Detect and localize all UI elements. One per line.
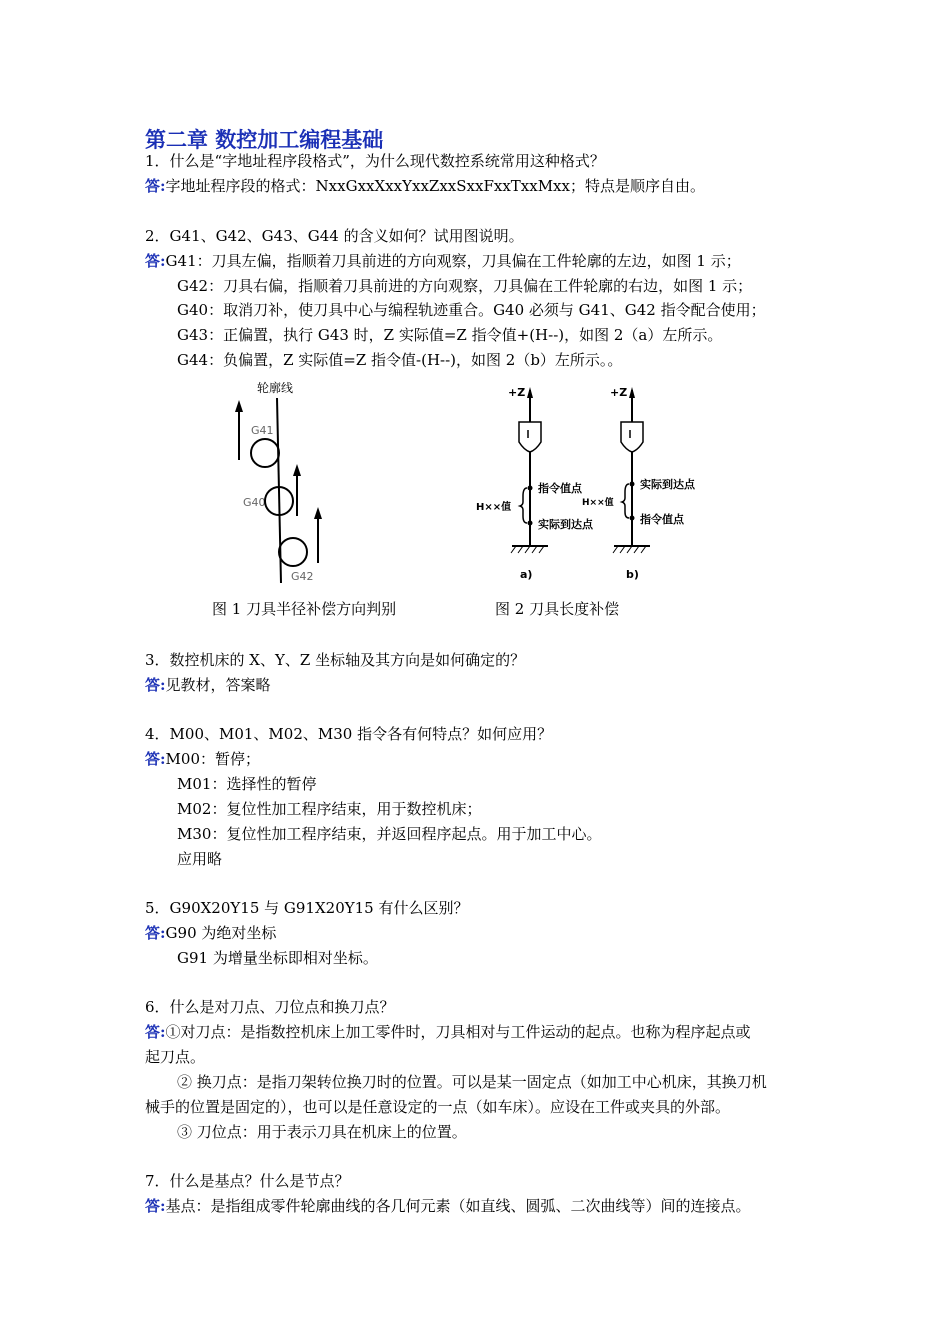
answer-6-tool-position-point: ③ 刀位点：用于表示刀具在机床上的位置。 (177, 1123, 467, 1141)
answer-label: 答: (145, 750, 166, 768)
answer-4-m01: M01：选择性的暂停 (177, 775, 317, 793)
h-value-label-b: H××值 (582, 498, 614, 508)
g42-tool-circle (279, 538, 307, 566)
question-5: 5．G90X20Y15 与 G91X20Y15 有什么区别？ (145, 899, 469, 917)
answer-1-text: 字地址程序段的格式：NxxGxxXxxYxxZxxSxxFxxTxxMxx；特点是顺序自由。 (165, 177, 705, 195)
contour-line-label: 轮廓线 (257, 381, 294, 395)
answer-5-line-1 (145, 923, 276, 943)
answer-label: 答: (145, 1197, 166, 1215)
answer-2-line-1 (145, 251, 741, 271)
g41-label: G41 (251, 424, 274, 437)
answer-5-g90: G90 为绝对坐标 (165, 924, 277, 942)
plus-z-label-a: +Z (508, 386, 526, 399)
tool-holder-b (621, 422, 643, 452)
figure-2-caption: 图 2 刀具长度补偿 (495, 600, 620, 618)
question-1: 1．什么是“字地址程序段格式”，为什么现代数控系统常用这种格式？ (145, 152, 605, 170)
answer-6-tool-setting-point: ①对刀点：是指数控机床上加工零件时，刀具相对与工件运动的起点。也称为程序起点或 (165, 1023, 751, 1041)
answer-label: 答: (145, 177, 166, 195)
answer-6-line-2: 起刀点。 (145, 1048, 206, 1066)
answer-4-application: 应用略 (177, 850, 223, 868)
figure-1-caption: 图 1 刀具半径补偿方向判别 (212, 600, 397, 618)
answer-2-g41: G41：刀具左偏，指顺着刀具前进的方向观察，刀具偏在工件轮廓的左边，如图 1 示； (165, 252, 741, 270)
h-brace-a (520, 488, 527, 523)
answer-label: 答: (145, 676, 166, 694)
question-4: 4．M00、M01、M02、M30 指令各有何特点？如何应用？ (145, 725, 553, 743)
answer-6-line-4: 械手的位置是固定的），也可以是任意设定的一点（如车床）。应设在工件或夹具的外部。 (145, 1098, 731, 1116)
plus-z-label-b: +Z (610, 386, 628, 399)
answer-label: 答: (145, 252, 166, 270)
answer-3-text: 见教材，答案略 (165, 676, 271, 694)
h-brace-b (622, 484, 629, 518)
answer-2-g40: G40：取消刀补，使刀具中心与编程轨迹重合。G40 必须与 G41、G42 指令配合使用； (177, 301, 766, 319)
tool-holder-a (519, 422, 541, 452)
actual-point-b (630, 482, 635, 487)
label-b: b) (626, 568, 639, 581)
answer-1 (145, 176, 705, 196)
answer-4-line-1 (145, 749, 260, 769)
command-point-label-b: 指令值点 (640, 513, 684, 526)
answer-4-m00: M00：暂停； (165, 750, 260, 768)
answer-6-line-1 (145, 1022, 751, 1042)
actual-point-label-a: 实际到达点 (538, 518, 593, 531)
g42-label: G42 (291, 570, 314, 583)
actual-point-label-b: 实际到达点 (640, 478, 695, 491)
answer-5-g91: G91 为增量坐标即相对坐标。 (177, 949, 378, 967)
chapter-title: 第二章 数控加工编程基础 (145, 128, 384, 152)
question-6: 6．什么是对刀点、刀位点和换刀点？ (145, 998, 395, 1016)
figure-2-length-compensation (470, 378, 720, 588)
z-arrow-a (527, 387, 533, 398)
z-arrow-b (629, 387, 635, 398)
answer-2-g44: G44：负偏置，Z 实际值=Z 指令值-(H--)，如图 2（b）左所示。。 (177, 351, 623, 369)
command-point-a (528, 486, 533, 491)
answer-label: 答: (145, 1023, 166, 1041)
command-point-b (630, 516, 635, 521)
answer-3 (145, 675, 271, 695)
command-point-label-a: 指令值点 (538, 482, 582, 495)
answer-label: 答: (145, 924, 166, 942)
answer-6-tool-change-point: ② 换刀点：是指刀架转位换刀时的位置。可以是某一固定点（如加工中心机床，其换刀机 (177, 1073, 767, 1091)
answer-4-m02: M02：复位性加工程序结束，用于数控机床； (177, 800, 482, 818)
label-a: a) (520, 568, 533, 581)
answer-7-text: 基点：是指组成零件轮廓曲线的各几何元素（如直线、圆弧、二次曲线等）间的连接点。 (165, 1197, 751, 1215)
answer-4-m30: M30：复位性加工程序结束，并返回程序起点。用于加工中心。 (177, 825, 602, 843)
answer-2-g42: G42：刀具右偏，指顺着刀具前进的方向观察，刀具偏在工件轮廓的右边，如图 1 示； (177, 277, 753, 295)
question-7: 7．什么是基点？什么是节点？ (145, 1172, 350, 1190)
question-2: 2．G41、G42、G43、G44 的含义如何？试用图说明。 (145, 227, 524, 245)
figure-1-radius-compensation (205, 378, 365, 588)
answer-7 (145, 1196, 751, 1216)
g42-arrow-head (314, 507, 322, 519)
g40-arrow-head (293, 464, 301, 476)
h-value-label-a: H××值 (476, 502, 512, 513)
answer-2-g43: G43：正偏置，执行 G43 时，Z 实际值=Z 指令值+(H--)，如图 2（a）左所示。 (177, 326, 723, 344)
g40-label: G40 (243, 496, 266, 509)
actual-point-a (528, 521, 533, 526)
g41-tool-circle (251, 439, 279, 467)
question-3: 3．数控机床的 X、Y、Z 坐标轴及其方向是如何确定的？ (145, 651, 526, 669)
g41-arrow-head (235, 400, 243, 412)
